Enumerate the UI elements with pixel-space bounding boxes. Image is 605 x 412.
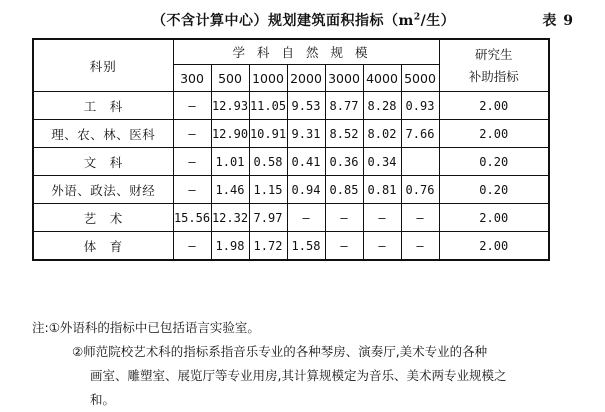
value-cell: 8.28 — [363, 92, 401, 120]
value-cell: 1.98 — [211, 232, 249, 261]
research-cell: 2.00 — [439, 92, 549, 120]
value-cell: 15.56 — [173, 204, 211, 232]
title-superscript: 2 — [413, 12, 421, 23]
table-row — [33, 204, 549, 232]
research-header-line2: 补助指标 — [468, 68, 519, 84]
major-header: 科别 — [33, 39, 173, 92]
major-cell: 工 科 — [33, 92, 173, 120]
value-cell: 0.36 — [325, 148, 363, 176]
scale-300: 300 — [173, 65, 211, 92]
major-cell: 艺 术 — [33, 204, 173, 232]
value-cell: 1.15 — [249, 176, 287, 204]
value-cell: 10.91 — [249, 120, 287, 148]
value-cell: 9.31 — [287, 120, 325, 148]
value-cell: 0.76 — [401, 176, 439, 204]
table-row — [33, 232, 549, 261]
value-cell: 8.52 — [325, 120, 363, 148]
table-notes — [32, 316, 592, 412]
value-cell: — — [363, 232, 401, 261]
value-cell: 0.81 — [363, 176, 401, 204]
value-cell: 11.05 — [249, 92, 287, 120]
value-cell: 12.32 — [211, 204, 249, 232]
title-post: /生） — [420, 13, 456, 29]
table-number: 表 9 — [542, 13, 574, 29]
research-header-line1: 研究生 — [474, 46, 513, 62]
note-2-continued: 画室、雕塑室、展览厅等专业用房,其计算规模定为音乐、美术两专业规模之 — [90, 368, 507, 383]
table-row — [33, 148, 549, 176]
research-cell: 2.00 — [439, 232, 549, 261]
scale-5000: 5000 — [401, 65, 439, 92]
major-cell: 理、农、林、医科 — [33, 120, 173, 148]
value-cell — [401, 148, 439, 176]
table-title — [0, 10, 605, 32]
table-row — [33, 120, 549, 148]
value-cell: — — [173, 148, 211, 176]
value-cell: 0.85 — [325, 176, 363, 204]
value-cell: 1.01 — [211, 148, 249, 176]
research-cell: 2.00 — [439, 204, 549, 232]
area-index-table — [32, 38, 550, 261]
note-2-end: 和。 — [90, 392, 116, 407]
scale-500: 500 — [211, 65, 249, 92]
research-cell: 0.20 — [439, 176, 549, 204]
value-cell: 0.58 — [249, 148, 287, 176]
value-cell: — — [325, 232, 363, 261]
scale-2000: 2000 — [287, 65, 325, 92]
value-cell: 8.77 — [325, 92, 363, 120]
value-cell: 7.66 — [401, 120, 439, 148]
value-cell: — — [173, 120, 211, 148]
research-cell: 2.00 — [439, 120, 549, 148]
value-cell: 0.34 — [363, 148, 401, 176]
value-cell: — — [401, 204, 439, 232]
value-cell: 8.02 — [363, 120, 401, 148]
major-cell: 体 育 — [33, 232, 173, 261]
scale-1000: 1000 — [249, 65, 287, 92]
value-cell: — — [363, 204, 401, 232]
major-cell: 文 科 — [33, 148, 173, 176]
value-cell: 1.46 — [211, 176, 249, 204]
value-cell: — — [401, 232, 439, 261]
note-1: 注:①外语科的指标中已包括语言实验室。 — [32, 320, 260, 335]
value-cell: 0.94 — [287, 176, 325, 204]
value-cell: — — [325, 204, 363, 232]
value-cell: — — [173, 232, 211, 261]
value-cell: 7.97 — [249, 204, 287, 232]
value-cell: 0.41 — [287, 148, 325, 176]
value-cell: — — [173, 92, 211, 120]
table-row — [33, 176, 549, 204]
value-cell: — — [287, 204, 325, 232]
table-row — [33, 92, 549, 120]
research-header — [439, 39, 549, 92]
value-cell: — — [173, 176, 211, 204]
value-cell: 1.72 — [249, 232, 287, 261]
table-title-text — [152, 10, 455, 30]
value-cell: 0.93 — [401, 92, 439, 120]
major-cell: 外语、政法、财经 — [33, 176, 173, 204]
scale-3000: 3000 — [325, 65, 363, 92]
value-cell: 12.93 — [211, 92, 249, 120]
value-cell: 12.90 — [211, 120, 249, 148]
note-2: ②师范院校艺术科的指标系指音乐专业的各种琴房、演奏厅,美术专业的各种 — [72, 344, 488, 359]
scale-header: 学科自然规模 — [173, 39, 439, 65]
scale-4000: 4000 — [363, 65, 401, 92]
title-pre: （不含计算中心）规划建筑面积指标（m — [152, 13, 414, 29]
research-cell: 0.20 — [439, 148, 549, 176]
value-cell: 1.58 — [287, 232, 325, 261]
value-cell: 9.53 — [287, 92, 325, 120]
header-row-1 — [33, 39, 549, 65]
